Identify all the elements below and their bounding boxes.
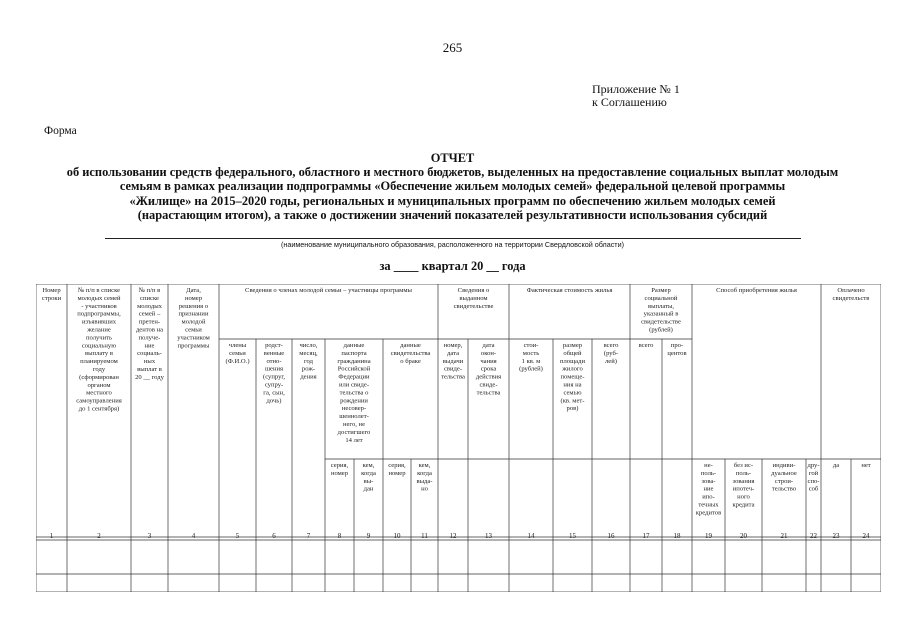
column-number: 17 [642,532,650,540]
header-certificate-info: Сведения о выданном свидетельстве [453,287,494,310]
header-payment-percent: про-центов [667,342,687,357]
header-payment-size: Размер социальной выплаты, указанный в свидетельстве (рублей) [641,287,681,334]
header-passport-issuer: кем, когда вы-дан [361,462,376,493]
header-other-method: дру-гой спо-соб [807,462,820,493]
header-decision-date: Дата, номер решения о признании молодой семьи участником программы [177,287,210,350]
header-cert-number-date: номер, дата выдачи свиде-тельства [441,342,465,381]
header-no-mortgage: без ис-поль-зования ипотеч-ного кредита [732,462,755,509]
column-number: 15 [569,532,576,540]
report-title-line-3: «Жилище» на 2015–2020 годы, региональных и муниципальных программ по обеспечению жильем молодых семей [129,193,776,208]
header-purchase-method: Способ приобретения жилья [716,287,797,294]
header-cost-per-sqm: стои-мость 1 кв. м (рублей) [519,342,543,373]
municipality-fill-line[interactable] [105,238,801,239]
column-number: 1 [49,532,54,540]
header-member-name: члены семьи (Ф.И.О.) [225,342,250,365]
column-number: 3 [147,532,152,540]
column-number: 9 [366,532,371,540]
header-payment-total: всего [638,342,654,349]
column-number: 20 [740,532,747,540]
column-number: 2 [97,532,101,540]
header-family-members: Сведения о членах молодой семьи – участницы программы [245,287,412,294]
period-line: за ____ квартал 20 __ года [379,259,526,273]
column-number: 24 [862,532,870,540]
appendix-line-2: к Соглашению [592,95,667,109]
column-number: 16 [607,532,615,540]
report-title-word: ОТЧЕТ [430,151,475,165]
column-number: 6 [272,532,276,540]
column-number: 11 [421,532,428,540]
header-cert-expiry: дата окон-чания срока действия свиде-тельства [475,342,502,397]
page-number: 265 [442,40,463,55]
column-number: 22 [810,532,817,540]
header-marriage-issuer: кем, когда выда-но [416,462,433,493]
municipality-caption: (наименование муниципального образования, расположенного на территории Свердловской области) [280,240,624,249]
header-mortgage-used: не-поль-зова-ние ипо-течных кредитов [695,462,722,517]
header-individual-build: индиви-дуальное строи-тельство [771,462,797,493]
header-passport: данные паспорта гражданина Российской Федерации или свиде-тельства о рождении несовер-шеннолет-него, не достигшего 14 лет [337,342,371,444]
header-cost-total: всего (руб-лей) [603,342,619,365]
column-number: 10 [393,532,401,540]
header-housing-cost: Фактическая стоимость жилья [526,287,613,294]
header-claimants-list: № п/п в списке молодых семей – претен-дентов на получе-ние социаль-ных выплат в 20 __ году [135,287,164,381]
header-relation: родст-венные отно-шения (супруг, супру-га, сын, дочь) [263,342,285,405]
column-number: 21 [780,532,788,540]
appendix-note [592,83,680,109]
header-passport-series: серия, номер [330,462,349,477]
column-number: 8 [337,532,342,540]
header-floor-area: размер общей площади жилого помеще-ния на семью (кв. мет-ров) [559,342,586,413]
column-number: 18 [673,532,681,540]
column-number: 4 [191,532,196,540]
header-marriage-series: серия, номер [388,462,406,477]
header-paid-certificates: Оплачено свидетельств [832,287,870,302]
header-paid-no: нет [861,462,871,469]
report-title-line-4: (нарастающим итогом), а также о достижении значений показателей результативности использования субсидий [137,207,768,222]
column-number: 19 [705,532,712,540]
column-number: 5 [235,532,240,540]
report-title [0,151,905,222]
appendix-line-1: Приложение № 1 [592,82,680,96]
column-number: 12 [449,532,457,540]
header-row-number: Номер строки [41,287,62,302]
header-paid-yes: да [832,462,840,469]
header-marriage-cert: данные свидетельства о браке [390,342,431,365]
form-label: Форма [44,125,77,137]
column-number: 7 [306,532,311,540]
column-number: 14 [527,532,535,540]
column-number: 23 [832,532,840,540]
report-title-line-2: семьям в рамках реализации подпрограммы «Обеспечение жильем молодых семей» федеральной целевой программы [119,179,786,194]
column-number: 13 [485,532,492,540]
header-birth-date: число, месяц, год рож-дения [299,342,318,381]
report-title-line-1: об использовании средств федерального, областного и местного бюджетов, выделенных на предоставление социальных выплат молодым [66,165,839,180]
header-queue-list: № п/п в списке молодых семей - участников подпрограммы, изъявивших желание получить социальную выплату в планируемом году (сформирован органом местного самоуправления до 1 сентября) [76,287,122,413]
report-title-lines [0,165,905,222]
report-table [36,284,881,597]
report-table-grid [36,284,881,592]
